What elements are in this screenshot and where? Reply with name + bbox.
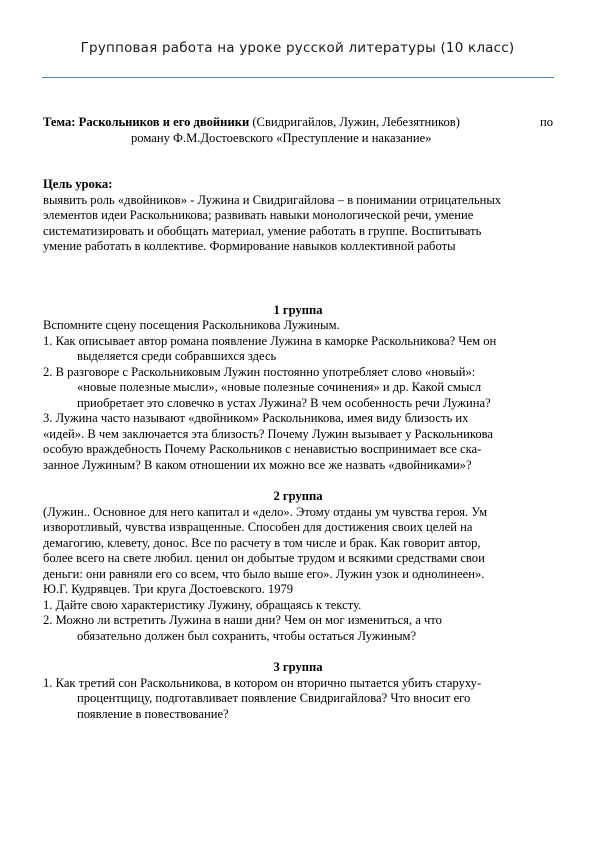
question-line: 1. Как описывает автор романа появление Лужина в каморке Раскольникова? Чем он <box>43 333 497 348</box>
quote-source: Ю.Г. Кудрявцев. Три круга Достоевского. 1979 <box>43 582 294 596</box>
goal-label <box>43 177 553 193</box>
question-line: появление в повествование? <box>77 706 229 721</box>
question-line: «новые полезные мысли», «новые полезные сочинения» и др. Какой смысл <box>77 380 482 394</box>
quote-line: (Лужин.. Основное для него капитал и «дело». Этому отданы ум чувства героя. Ум <box>43 504 488 519</box>
quote-line: деньги: они равняли его со всем, что было выше его». Лужин узок и однолинеен». <box>43 566 485 581</box>
goal-line: элементов идеи Раскольникова; развивать навыки монологической речи, умение <box>43 208 474 222</box>
goal-line: выявить роль «двойников» - Лужина и Свидригайлова – в понимании отрицательных <box>43 192 502 207</box>
topic-characters: (Свидригайлов, Лужин, Лебезятников) <box>249 115 460 129</box>
question-line: 2. В разговоре с Раскольниковым Лужин постоянно употребляет слово «новый»: <box>43 364 476 379</box>
question-line: 2. Можно ли встретить Лужина в наши дни? Чем он мог измениться, а что <box>43 613 442 627</box>
quote-line: более всего на свете любил. ценил он добытые трудом и всякими средствами свои <box>43 551 485 565</box>
question-line: обязательно должен был сохранить, чтобы остаться Лужиным? <box>77 628 417 643</box>
group1-question-3 <box>43 411 553 473</box>
question-line: процентщицу, подготавливает появление Свидригайлова? Что вносит его <box>77 691 471 705</box>
group2-question-2 <box>43 613 553 644</box>
goal-line: умение работать в коллективе. Формирование навыков коллективной работы <box>43 239 456 253</box>
goal-line: систематизировать и обобщать материал, умение работать в группе. Воспитывать <box>43 223 482 238</box>
topic-po: по <box>539 115 553 129</box>
document-body <box>43 115 553 722</box>
quote-line: демагогию, клевету, донос. Все по расчету в том числе и брак. Как говорит автор, <box>43 535 481 550</box>
question-line: «идей». В чем заключается эта близость? Почему Лужин вызывает у Раскольникова <box>43 426 493 441</box>
group3-question-1 <box>43 676 553 723</box>
header-divider <box>42 77 554 78</box>
topic-line <box>43 115 553 131</box>
group3-title: 3 группа <box>273 660 323 674</box>
page-header: Групповая работа на уроке русской литературы (10 класс) <box>80 40 515 56</box>
group2-quote <box>43 505 553 598</box>
question-line: выделяется среди собравшихся здесь <box>77 349 277 363</box>
question-line: особую враждебность Почему Раскольников с ненавистью воспринимает все ска- <box>43 442 482 456</box>
group1-intro: Вспомните сцену посещения Раскольникова Лужиным. <box>43 318 340 332</box>
goal-label-text: Цель урока: <box>43 177 113 191</box>
topic-label: Тема: Раскольников и его двойники <box>43 115 250 129</box>
group2-question-1: 1. Дайте свою характеристику Лужину, обращаясь к тексту. <box>43 597 362 612</box>
question-line: приобретает это словечко в устах Лужина? В чем особенность речи Лужина? <box>77 395 491 410</box>
question-line: 1. Как третий сон Раскольникова, в котором он вторично пытается убить старуху- <box>43 675 482 690</box>
question-line: 3. Лужина часто называют «двойником» Раскольникова, имея виду близость их <box>43 411 469 425</box>
quote-line: изворотливый, чувства извращенные. Способен для достижения своих целей на <box>43 520 473 534</box>
group1-title: 1 группа <box>273 302 323 317</box>
topic-text <box>43 115 460 131</box>
group1-question-2 <box>43 365 553 412</box>
topic-novel: роману Ф.М.Достоевского «Преступление и наказание» <box>131 130 432 145</box>
group2-title: 2 группа <box>273 489 323 503</box>
question-line: занное Лужиным? В каком отношении их можно все же назвать «двойниками»? <box>43 457 472 472</box>
group1-question-1 <box>43 334 553 365</box>
